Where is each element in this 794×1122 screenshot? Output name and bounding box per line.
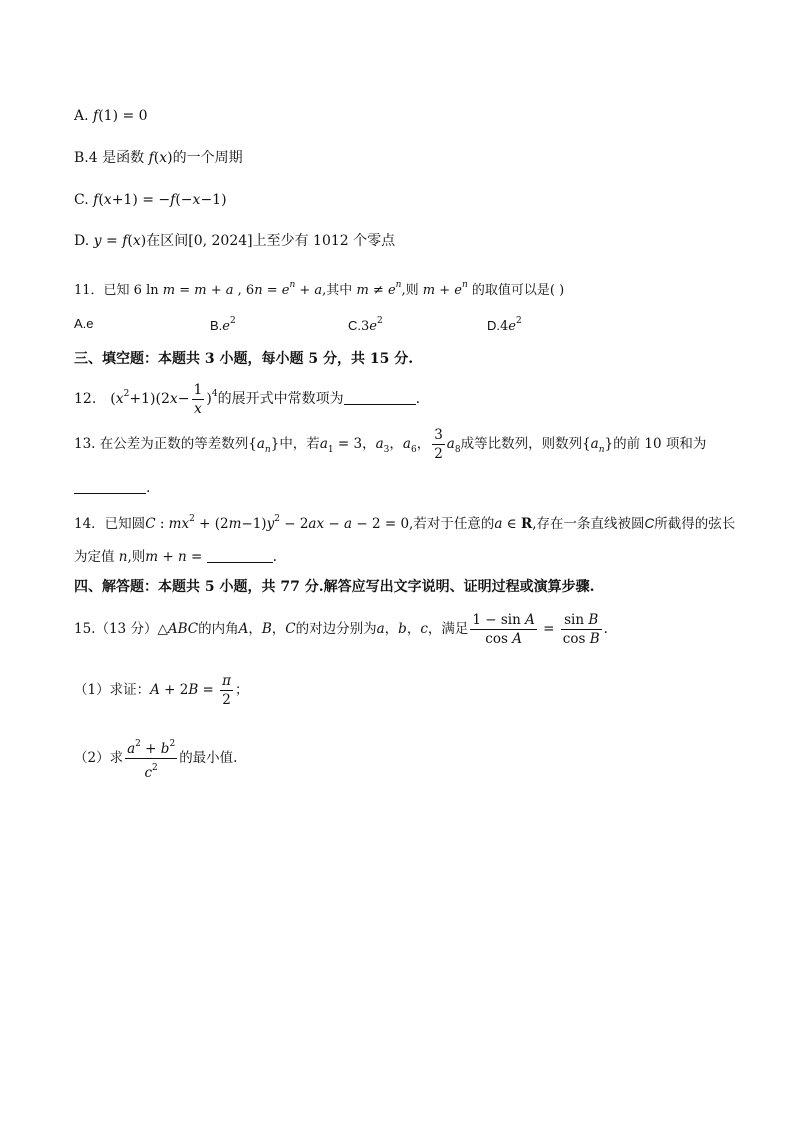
- question-number: 15.（13 分）: [74, 621, 158, 637]
- question-number: 12．: [74, 391, 106, 407]
- question-text: 13. 在公差为正数的等差数列: [74, 436, 249, 452]
- q15-part-1: （1）求证：A + 2B = $\frac{\pi}{2}$ ；: [74, 673, 249, 708]
- question-text: 的内角: [198, 621, 239, 637]
- q11-option-a: A.e: [74, 316, 94, 331]
- question-text: 的前 10 项和为: [613, 436, 707, 452]
- q10-option-c: C. f(x+1) = −f(−x−1): [74, 192, 227, 208]
- question-text: ,若对于任意的: [409, 516, 495, 532]
- option-text: 在区间: [146, 233, 189, 249]
- option-label: C.: [348, 318, 361, 333]
- question-text: （1）求证：: [74, 682, 151, 698]
- question-text: ，满足: [427, 621, 469, 637]
- question-text: 为定值: [74, 549, 115, 565]
- section-4-heading: 四、解答题：本题共 5 小题，共 77 分.解答应写出文字说明、证明过程或演算步骤.: [74, 579, 595, 595]
- question-text: ,其中: [322, 283, 353, 298]
- option-label: C.: [74, 192, 89, 208]
- question-text: 成等比数列，则数列: [460, 436, 583, 452]
- question-text: 的取值可以是( ): [471, 283, 565, 298]
- q10-option-b: B.4 是函数 f(x)的一个周期: [74, 150, 243, 166]
- question-text: 的对边分别为: [295, 621, 377, 637]
- question-text: （2）求: [74, 750, 124, 766]
- question-text: 中，若: [279, 436, 320, 452]
- q13-answer-line: .: [74, 478, 150, 498]
- question-text: ,则: [401, 283, 419, 298]
- answer-blank[interactable]: [344, 390, 416, 405]
- q14-line-2: 为定值 n,则m + n = .: [74, 549, 277, 565]
- option-label: B.: [210, 318, 223, 333]
- q10-option-a: A. f(1) = 0: [74, 108, 148, 124]
- option-label: D.: [74, 233, 90, 249]
- answer-blank[interactable]: [207, 548, 273, 563]
- section-3-heading: 三、填空题：本题共 3 小题，每小题 5 分，共 15 分.: [74, 351, 414, 367]
- q15-part-2: （2）求 $\frac{a^2 + b^2}{c^2}$ 的最小值.: [74, 735, 237, 782]
- option-text: 的一个周期: [172, 150, 243, 166]
- question-text: 的最小值.: [179, 750, 238, 766]
- question-text: 的展开式中常数项为: [217, 391, 344, 407]
- q11-option-d: $D.4e^2$: [487, 316, 522, 334]
- question-text: 14．已知圆: [74, 516, 146, 532]
- option-label: B.4 是函数: [74, 150, 145, 166]
- q11-option-c: $C.3e^2$: [348, 316, 383, 334]
- question-text: ,则: [127, 549, 146, 565]
- q11-option-b: $B.e^2$: [210, 316, 236, 334]
- question-13: 13. 在公差为正数的等差数列$\{a_n\}$中，若$a_1 = 3$，$a_3$，$a_6$， $\frac{3}{2}$ $a_8$成等比数列，则数列$\{a_n\}$的前 10 项和为: [74, 427, 707, 462]
- option-label: D.: [487, 318, 500, 333]
- question-text: ,存在一条直线被圆: [532, 516, 645, 532]
- question-14: 14．已知圆C : $mx^2 + (2m-1)y^2 - 2ax - a - 2 = 0$,若对于任意的a ∈ R,存在一条直线被圆C所截得的弦长: [74, 514, 736, 532]
- q10-option-d: D. y = f(x)在区间[0, 2024]上至少有 1012 个零点: [74, 233, 396, 249]
- option-text: 上至少有 1012 个零点: [252, 233, 396, 249]
- question-number: 11．已知: [74, 283, 130, 298]
- option-label: A.: [74, 108, 89, 124]
- question-11: 11．已知 6 ln m = m + a , $6n = e^n + a$,其中 $m \ne e^n$,则 $m + e^n$ 的取值可以是( ): [74, 280, 565, 298]
- question-text: 所截得的弦长: [654, 516, 736, 532]
- answer-blank[interactable]: [74, 479, 146, 494]
- question-15: 15.（13 分）△ABC的内角A，B，C的对边分别为a，b，c，满足 $\frac{\text{1 − sin A}}{\text{cos A}}$ = $\frac{\text{sin B}}{\text{cos B}}$ .: [74, 612, 608, 647]
- question-12: 12． $(x^2+1)(2x-$ $\frac{1}{x}$ )$^4$的展开式中常数项为 .: [74, 381, 421, 417]
